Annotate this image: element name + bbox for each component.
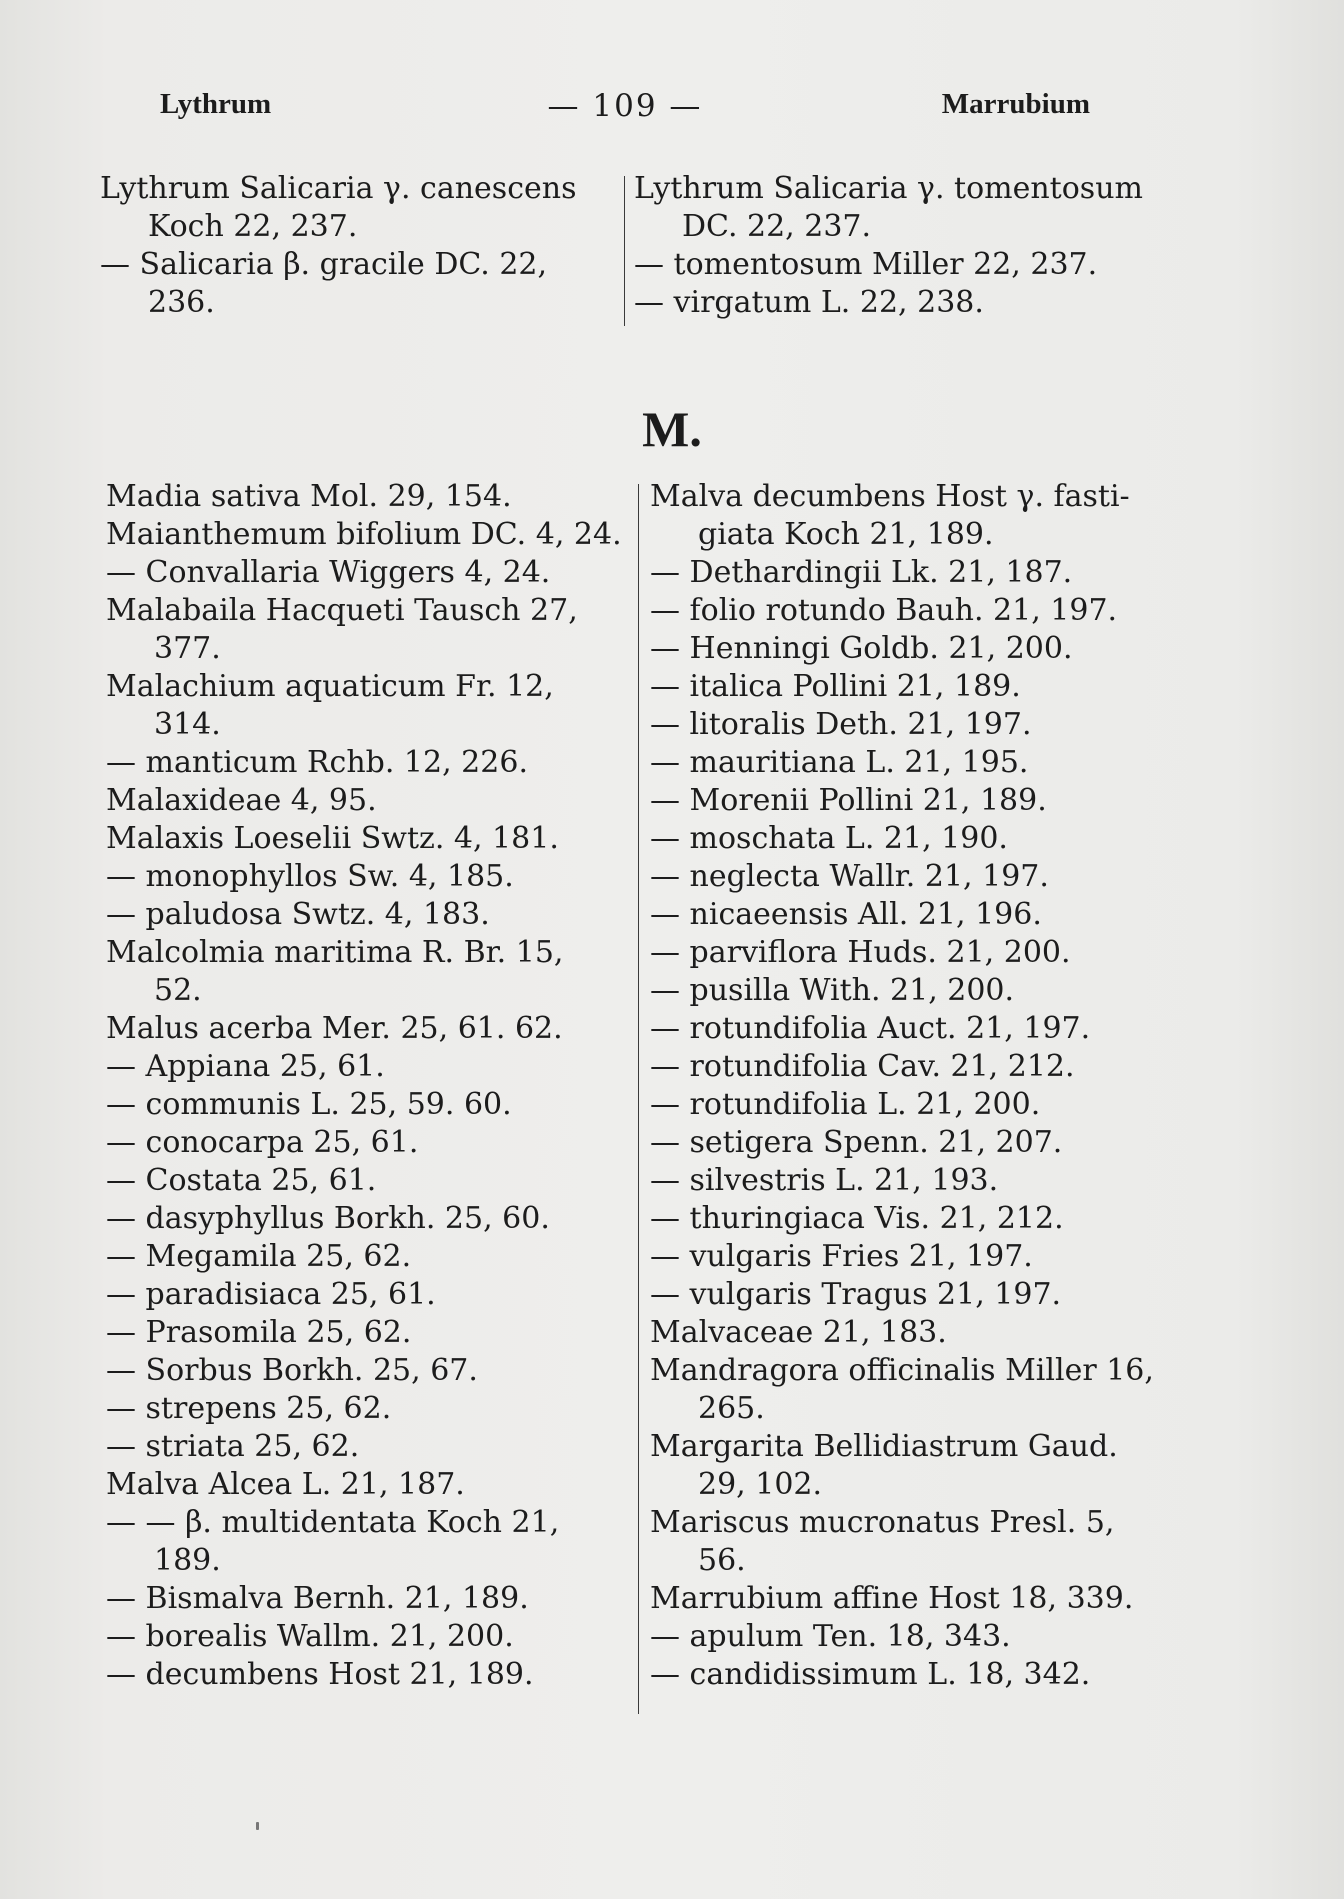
index-entry: — candidissimum L. 18, 342. bbox=[650, 1657, 1091, 1692]
top-section bbox=[0, 170, 1344, 330]
index-entry: Maianthemum bifolium DC. 4, 24. bbox=[106, 517, 622, 552]
index-entry: — Prasomila 25, 62. bbox=[106, 1315, 412, 1350]
header-left-term: Lythrum bbox=[160, 88, 272, 120]
index-entry: — thuringiaca Vis. 21, 212. bbox=[650, 1201, 1064, 1236]
index-entry: Malva Alcea L. 21, 187. bbox=[106, 1467, 465, 1502]
index-entry: Malva decumbens Host γ. fasti- bbox=[650, 479, 1130, 514]
index-entry: — borealis Wallm. 21, 200. bbox=[106, 1619, 514, 1654]
header-right-term: Marrubium bbox=[941, 88, 1090, 120]
main-section bbox=[0, 478, 1344, 1738]
index-entry: Mariscus mucronatus Presl. 5, bbox=[650, 1505, 1115, 1540]
index-entry: — Sorbus Borkh. 25, 67. bbox=[106, 1353, 478, 1388]
index-entry: — Morenii Pollini 21, 189. bbox=[650, 783, 1047, 818]
index-entry: — neglecta Wallr. 21, 197. bbox=[650, 859, 1049, 894]
index-entry: — nicaeensis All. 21, 196. bbox=[650, 897, 1042, 932]
page-number: — 109 — bbox=[547, 88, 703, 124]
index-entry: — paradisiaca 25, 61. bbox=[106, 1277, 436, 1312]
index-entry: — Appiana 25, 61. bbox=[106, 1049, 385, 1084]
top-left-column bbox=[100, 170, 620, 322]
index-entry: — Bismalva Bernh. 21, 189. bbox=[106, 1581, 529, 1616]
index-entry: — silvestris L. 21, 193. bbox=[650, 1163, 999, 1198]
index-entry: Mandragora officinalis Miller 16, bbox=[650, 1353, 1154, 1388]
index-entry: — mauritiana L. 21, 195. bbox=[650, 745, 1029, 780]
index-entry: Madia sativa Mol. 29, 154. bbox=[106, 479, 512, 514]
index-entry: — italica Pollini 21, 189. bbox=[650, 669, 1021, 704]
index-entry: — parviflora Huds. 21, 200. bbox=[650, 935, 1071, 970]
index-entry: Malabaila Hacqueti Tausch 27, bbox=[106, 593, 578, 628]
index-entry: — communis L. 25, 59. 60. bbox=[106, 1087, 512, 1122]
index-entry: — conocarpa 25, 61. bbox=[106, 1125, 419, 1160]
index-entry: — Megamila 25, 62. bbox=[106, 1239, 412, 1274]
index-entry: Malus acerba Mer. 25, 61. 62. bbox=[106, 1011, 563, 1046]
running-head bbox=[160, 88, 1090, 128]
index-entry: — rotundifolia Cav. 21, 212. bbox=[650, 1049, 1075, 1084]
index-entry: — vulgaris Tragus 21, 197. bbox=[650, 1277, 1062, 1312]
index-entry: — folio rotundo Bauh. 21, 197. bbox=[650, 593, 1118, 628]
index-entry: — Henningi Goldb. 21, 200. bbox=[650, 631, 1073, 666]
index-entry-continuation: 52. bbox=[154, 973, 202, 1008]
index-entry: — Convallaria Wiggers 4, 24. bbox=[106, 555, 551, 590]
index-entry-continuation: DC. 22, 237. bbox=[682, 209, 872, 244]
index-entry: Malaxideae 4, 95. bbox=[106, 783, 377, 818]
top-column-divider bbox=[624, 176, 625, 326]
index-entry: — setigera Spenn. 21, 207. bbox=[650, 1125, 1063, 1160]
top-right-column bbox=[634, 170, 1154, 322]
index-entry: Malcolmia maritima R. Br. 15, bbox=[106, 935, 564, 970]
index-entry-continuation: 56. bbox=[698, 1543, 746, 1578]
main-left-column bbox=[106, 478, 636, 1694]
index-entry: — strepens 25, 62. bbox=[106, 1391, 392, 1426]
main-column-divider bbox=[638, 484, 639, 1714]
index-entry: Lythrum Salicaria γ. canescens bbox=[100, 171, 577, 206]
index-entry-continuation: 265. bbox=[698, 1391, 765, 1426]
index-entry-continuation: 377. bbox=[154, 631, 221, 666]
index-entry-continuation: 314. bbox=[154, 707, 221, 742]
index-entry: — Dethardingii Lk. 21, 187. bbox=[650, 555, 1073, 590]
index-entry: — monophyllos Sw. 4, 185. bbox=[106, 859, 514, 894]
index-entry: — rotundifolia L. 21, 200. bbox=[650, 1087, 1041, 1122]
index-entry: — apulum Ten. 18, 343. bbox=[650, 1619, 1011, 1654]
index-entry: — paludosa Swtz. 4, 183. bbox=[106, 897, 490, 932]
index-entry: Margarita Bellidiastrum Gaud. bbox=[650, 1429, 1118, 1464]
index-entry: — dasyphyllus Borkh. 25, 60. bbox=[106, 1201, 550, 1236]
index-entry: — manticum Rchb. 12, 226. bbox=[106, 745, 528, 780]
index-entry: — Salicaria β. gracile DC. 22, bbox=[100, 247, 548, 282]
index-entry-continuation: Koch 22, 237. bbox=[148, 209, 358, 244]
index-entry: — virgatum L. 22, 238. bbox=[634, 285, 984, 320]
main-right-column bbox=[650, 478, 1180, 1694]
index-entry-continuation: giata Koch 21, 189. bbox=[698, 517, 994, 552]
index-entry: Malachium aquaticum Fr. 12, bbox=[106, 669, 554, 704]
index-entry: — vulgaris Fries 21, 197. bbox=[650, 1239, 1033, 1274]
index-entry: Lythrum Salicaria γ. tomentosum bbox=[634, 171, 1143, 206]
index-entry: — tomentosum Miller 22, 237. bbox=[634, 247, 1098, 282]
index-entry: — rotundifolia Auct. 21, 197. bbox=[650, 1011, 1091, 1046]
index-entry: — moschata L. 21, 190. bbox=[650, 821, 1008, 856]
index-entry-continuation: 29, 102. bbox=[698, 1467, 823, 1502]
index-entry: — decumbens Host 21, 189. bbox=[106, 1657, 534, 1692]
index-entry: — litoralis Deth. 21, 197. bbox=[650, 707, 1032, 742]
index-entry: — — β. multidentata Koch 21, bbox=[106, 1505, 560, 1540]
index-entry: Marrubium affine Host 18, 339. bbox=[650, 1581, 1134, 1616]
index-entry: — pusilla With. 21, 200. bbox=[650, 973, 1015, 1008]
index-entry: — Costata 25, 61. bbox=[106, 1163, 377, 1198]
index-entry: Malaxis Loeselii Swtz. 4, 181. bbox=[106, 821, 559, 856]
index-entry-continuation: 236. bbox=[148, 285, 215, 320]
paper-speck bbox=[256, 1822, 259, 1830]
index-entry: Malvaceae 21, 183. bbox=[650, 1315, 947, 1350]
section-letter: M. bbox=[642, 401, 702, 457]
index-entry: — striata 25, 62. bbox=[106, 1429, 360, 1464]
index-entry-continuation: 189. bbox=[154, 1543, 221, 1578]
